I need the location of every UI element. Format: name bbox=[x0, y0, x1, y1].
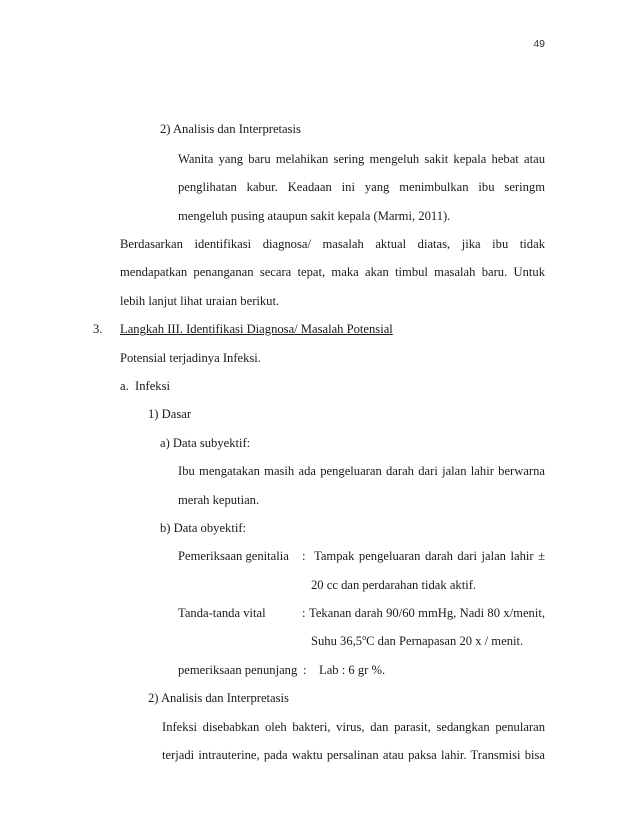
objective-value-suhu bbox=[311, 633, 523, 649]
analysis-line: Infeksi disebabkan oleh bakteri, virus, dan parasit, sedangkan penularan bbox=[162, 720, 545, 734]
subjective-heading: a) Data subyektif: bbox=[160, 436, 251, 450]
intro-line: Berdasarkan identifikasi diagnosa/ masalah aktual diatas, jika ibu tidak bbox=[120, 237, 545, 251]
step-title: Langkah III. Identifikasi Diagnosa/ Masalah Potensial bbox=[120, 322, 393, 336]
degree-superscript: o bbox=[362, 632, 367, 642]
section-heading-analisis: 2) Analisis dan Interpretasis bbox=[160, 122, 301, 136]
subjective-line: merah keputian. bbox=[178, 493, 260, 507]
page-number: 49 bbox=[533, 38, 545, 50]
subjective-line: Ibu mengatakan masih ada pengeluaran darah dari jalan lahir berwarna bbox=[178, 464, 545, 478]
objective-separator: : bbox=[302, 549, 306, 563]
potential-diagnosis: Potensial terjadinya Infeksi. bbox=[120, 351, 261, 365]
analysis-line: terjadi intrauterine, pada waktu persalinan atau paksa lahir. Transmisi bisa bbox=[162, 748, 545, 762]
dasar-heading: 1) Dasar bbox=[148, 407, 192, 421]
suhu-prefix: Suhu 36,5 bbox=[311, 634, 363, 648]
analysis-heading: 2) Analisis dan Interpretasis bbox=[148, 691, 289, 705]
suhu-suffix: C dan Pernapasan 20 x / menit. bbox=[366, 634, 524, 648]
intro-line: lebih lanjut lihat uraian berikut. bbox=[120, 294, 280, 308]
paragraph-line: Wanita yang baru melahikan sering mengeluh sakit kepala hebat atau bbox=[178, 152, 545, 166]
objective-value-penunjang: Lab : 6 gr %. bbox=[319, 663, 386, 677]
objective-heading: b) Data obyektif: bbox=[160, 521, 247, 535]
paragraph-line: mengeluh pusing ataupun sakit kepala (Marmi, 2011). bbox=[178, 209, 451, 223]
step-number: 3. bbox=[93, 322, 103, 336]
item-infeksi: a. Infeksi bbox=[120, 379, 171, 393]
objective-separator: : bbox=[302, 606, 306, 620]
objective-label-vital: Tanda-tanda vital bbox=[178, 606, 266, 620]
objective-label-genitalia: Pemeriksaan genitalia bbox=[178, 549, 289, 563]
paragraph-line: penglihatan kabur. Keadaan ini yang menimbulkan ibu seringm bbox=[178, 180, 545, 194]
objective-value-vital: Tekanan darah 90/60 mmHg, Nadi 80 x/menit, bbox=[309, 606, 545, 620]
objective-separator: : bbox=[303, 663, 307, 677]
objective-value-genitalia: Tampak pengeluaran darah dari jalan lahir ± bbox=[314, 549, 545, 563]
objective-label-penunjang: pemeriksaan penunjang bbox=[178, 663, 298, 677]
objective-value-genitalia: 20 cc dan perdarahan tidak aktif. bbox=[311, 578, 477, 592]
intro-line: mendapatkan penanganan secara tepat, maka akan timbul masalah baru. Untuk bbox=[120, 265, 545, 279]
